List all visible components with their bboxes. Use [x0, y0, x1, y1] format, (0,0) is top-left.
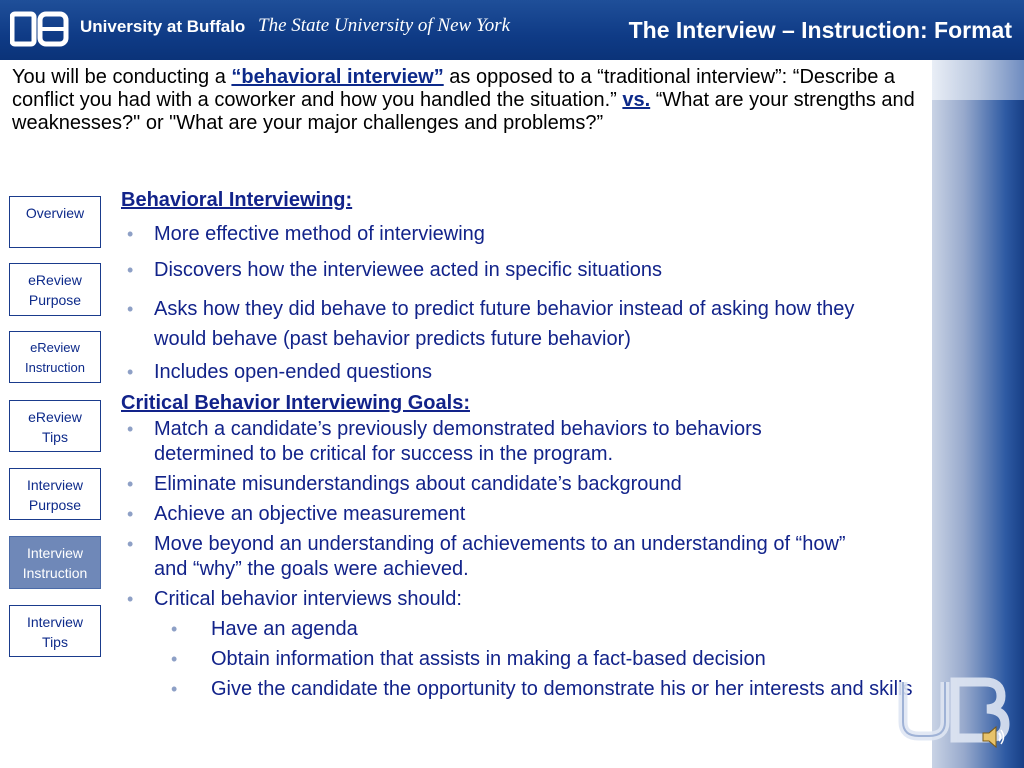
intro-highlight: “behavioral interview” [231, 66, 444, 88]
list-item: • Discovers how the interviewee acted in specific situations [121, 258, 921, 283]
sub-list-item: • Have an agenda [121, 617, 921, 642]
nav-interview-purpose-button[interactable] [9, 468, 101, 520]
list-item: • Achieve an objective measurement [121, 502, 921, 527]
goals-sub-bullet-list [121, 617, 921, 702]
nav-label: Instruction [22, 565, 88, 581]
nav-label: eReview [28, 272, 82, 288]
list-item: • Match a candidate’s previously demonstrated behaviors to behaviors determined to be critical for success in the program. [121, 417, 864, 467]
header-bar [0, 0, 1024, 60]
intro-text-3: “What are your strengths and weaknesses?" or "What are your major challenges and problems?” [12, 89, 915, 134]
sub-list-item: • Give the candidate the opportunity to demonstrate his or her interests and skills [121, 677, 931, 702]
nav-ereview-purpose-button[interactable] [9, 263, 101, 316]
section-heading-behavioral: Behavioral Interviewing: [121, 189, 353, 211]
nav-overview-button[interactable] [9, 196, 101, 248]
nav-ereview-tips-button[interactable] [9, 400, 101, 452]
nav-label: eReview [28, 409, 82, 425]
list-item: • Asks how they did behave to predict future behavior instead of asking how they would behave (past behavior predicts future behavior) [121, 294, 874, 354]
ub-logo-icon [10, 8, 70, 52]
nav-ereview-instruction-button[interactable] [9, 331, 101, 383]
main-content [121, 186, 921, 702]
nav-label: Purpose [28, 497, 82, 513]
nav-label: Purpose [28, 292, 82, 308]
nav-label: Interview [26, 614, 84, 630]
list-item: • Eliminate misunderstandings about candidate’s background [121, 472, 921, 497]
goals-bullet-list [121, 417, 921, 612]
nav-label: Interview [26, 477, 84, 493]
university-name: University at Buffalo [80, 17, 246, 36]
intro-paragraph [12, 66, 917, 135]
nav-label: Tips [42, 634, 68, 650]
list-item: • Critical behavior interviews should: [121, 587, 921, 612]
nav-interview-instruction-button[interactable] [9, 536, 101, 589]
section-heading-goals: Critical Behavior Interviewing Goals: [121, 392, 470, 414]
list-item: • Includes open-ended questions [121, 360, 921, 385]
side-decoration-highlight [932, 60, 1024, 100]
slide-title: The Interview – Instruction: Format [628, 17, 1012, 43]
university-subtitle: The State University of New York [258, 15, 511, 36]
nav-label: eReview [30, 340, 80, 355]
list-item: • Move beyond an understanding of achievements to an understanding of “how” and “why” the goals were achieved. [121, 532, 864, 582]
nav-label: Overview [25, 205, 85, 221]
behavioral-bullet-list [121, 222, 921, 385]
intro-vs: vs. [622, 89, 651, 111]
intro-text-1: You will be conducting a [12, 66, 232, 88]
side-decoration [932, 60, 1024, 768]
speaker-icon[interactable] [980, 724, 1006, 750]
nav-label: Interview [26, 545, 84, 561]
nav-label: Instruction [25, 360, 85, 375]
list-item: • More effective method of interviewing [121, 222, 921, 247]
intro-text-2: as opposed to a “traditional interview”: “Describe a conflict you had with a coworker and how you handled the situation.” [12, 66, 896, 111]
sub-list-item: • Obtain information that assists in making a fact-based decision [121, 647, 921, 672]
nav-label: Tips [42, 429, 68, 445]
nav-interview-tips-button[interactable] [9, 605, 101, 657]
